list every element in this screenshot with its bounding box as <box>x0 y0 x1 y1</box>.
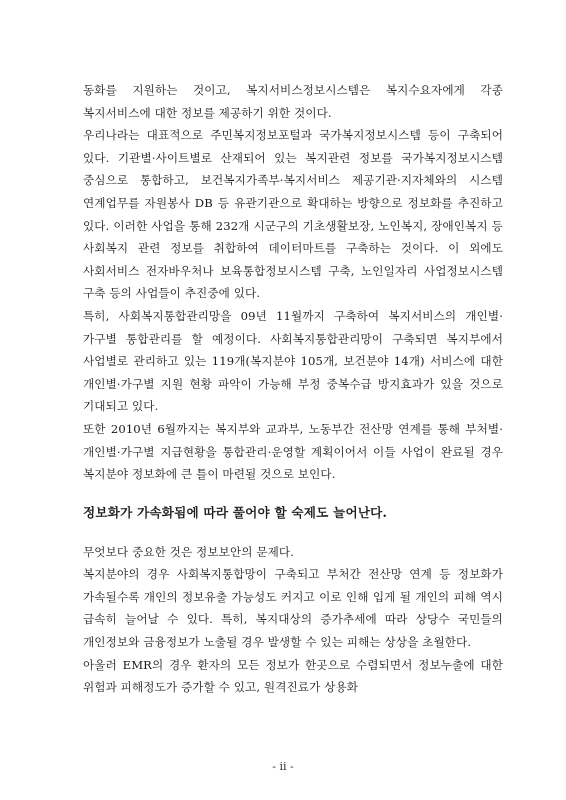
body-paragraph: 또한 2010년 6월까지는 복지부와 교과부, 노동부간 전산망 연계를 통해 부처별·개인별·가구별 지급현황을 통합관리·운영할 계획이어서 이들 사업이 완료될 경우 복지분야 정보화에 큰 틀이 마련될 것으로 보인다. <box>83 421 503 482</box>
page-body <box>83 79 503 699</box>
body-paragraph: 우리나라는 대표적으로 주민복지정보포털과 국가복지정보시스템 등이 구축되어 있다. 기관별·사이트별로 산재되어 있는 복지관련 정보를 국가복지정보시스템 중심으로 통합하고, 보건복지가족부·복지서비스 제공기관·지자체와의 시스템 연계업무를 자원봉사 DB 등 유관기관으로 확대하는 방향으로 정보화를 추진하고 있다. 이러한 사업을 통해 232개 시군구의 기초생활보장, 노인복지, 장애인복지 등 사회복지 관련 정보를 취합하여 데이터마트를 구축하는 것이다. 이 외에도 사회서비스 전자바우처나 보육통합정보시스템 구축, 노인일자리 사업정보시스템 구축 등의 사업들이 추진중에 있다. <box>83 128 503 301</box>
body-paragraph: 무엇보다 중요한 것은 정보보안의 문제다. <box>83 544 295 559</box>
body-paragraph: 복지분야의 경우 사회복지통합망이 구축되고 부처간 전산망 연계 등 정보화가 가속될수록 개인의 정보유출 가능성도 커지고 이로 인해 입게 될 개인의 피해 역시 급속히 늘어날 수 있다. 특히, 복지대상의 증가추세에 따라 상당수 국민들의 개인정보와 금융정보가 노출될 경우 발생할 수 있는 피해는 상상을 초월한다. <box>83 567 503 650</box>
page-number: - ii - <box>272 760 294 773</box>
body-paragraph: 아울러 EMR의 경우 환자의 모든 정보가 한곳으로 수렴되면서 정보누출에 대한 위험과 피해정도가 증가할 수 있고, 원격진료가 상용화 <box>83 657 503 695</box>
body-paragraph: 특히, 사회복지통합관리망을 09년 11월까지 구축하여 복지서비스의 개인별·가구별 통합관리를 할 예정이다. 사회복지통합관리망이 구축되면 복지부에서 사업별로 관리하고 있는 119개(복지분야 105개, 보건분야 14개) 서비스에 대한 개인별·가구별 지원 현황 파악이 가능해 부정 중복수급 방지효과가 있을 것으로 기대되고 있다. <box>83 308 503 414</box>
section-heading: 정보화가 가속화됨에 따라 풀어야 할 숙제도 늘어난다. <box>83 504 388 520</box>
body-paragraph: 동화를 지원하는 것이고, 복지서비스정보시스템은 복지수요자에게 각종 복지서비스에 대한 정보를 제공하기 위한 것이다. <box>83 83 503 120</box>
